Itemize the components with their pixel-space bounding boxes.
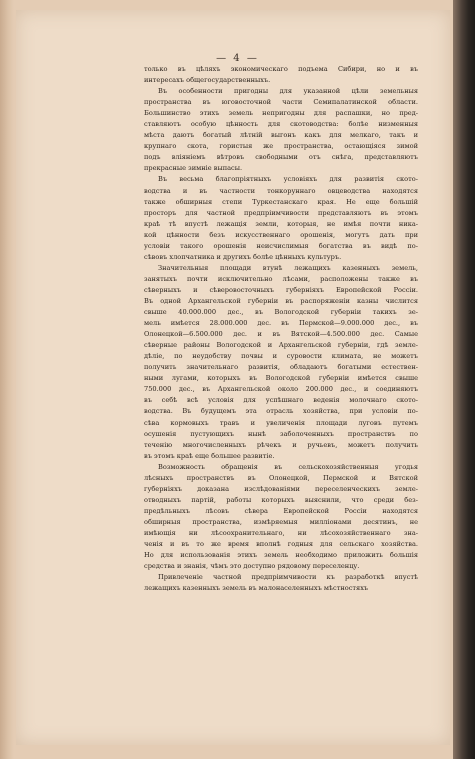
text-line: ными лугами, которыхъ въ Вологодской губерніи имѣется свыше [144, 374, 418, 383]
text-line: сѣва кормовыхъ травъ и увеличенія площади луговъ путемъ [144, 418, 418, 427]
text-line: водства и въ частности тонкоруннаго овцеводства находятся [144, 186, 418, 195]
text-line: въ себѣ всѣ условія для успѣшнаго веденія молочнаго ското- [144, 396, 418, 405]
text-line: занятыхъ почти исключительно лѣсами, расположены также въ [144, 274, 418, 283]
paragraph [144, 462, 418, 572]
text-line: осушенія пустующихъ нынѣ заболоченныхъ пространствъ по [144, 429, 418, 438]
text-line: ченія и въ то же время вполнѣ годныя для сельскаго хозяйства. [144, 540, 418, 549]
text-line: теченію многочисленныхъ рѣчекъ и ручьевъ, можетъ получить [144, 440, 418, 449]
text-line: сѣверныхъ и сѣверовосточныхъ губерніяхъ Европейской Россіи. [144, 285, 418, 294]
text-line: 750.000 дес., въ Архангельской около 200.000 дес., и соединяютъ [144, 385, 418, 394]
text-line: свыше 40.000.000 дес., въ Вологодской губерніи такихъ зе- [144, 308, 418, 317]
text-line: Въ одной Архангельской губерніи въ распоряженіи казны числится [144, 296, 418, 305]
book-spine-edge [0, 0, 14, 759]
text-line: предѣльныхъ лѣсовъ сѣвера Европейской Россіи находятся [144, 506, 418, 515]
paragraph [144, 64, 418, 86]
paragraph [144, 572, 418, 594]
text-line: условіи такого орошенія неисчислимыя богатства въ видѣ по- [144, 241, 418, 250]
text-line: Большинство этихъ земель непригодны для распашки, но пред- [144, 109, 418, 118]
text-line: лежащихъ казенныхъ земель въ малонаселенныхъ мѣстностяхъ [144, 584, 369, 593]
text-line: имѣющія ни лѣсоохранительнаго, ни лѣсохозяйственнаго зна- [144, 528, 418, 537]
body-text [144, 64, 418, 594]
text-line: дѣліе, по неудобству почвы и суровости климата, не можетъ [144, 352, 418, 361]
text-line: кой цѣнности безъ искусственнаго орошенія, могутъ дать при [144, 230, 418, 239]
text-line: просторъ для частной предпріимчивости представляютъ въ этомъ [144, 208, 418, 217]
text-line: лѣсныхъ пространствъ въ Олонецкой, Пермской и Вятской [144, 473, 418, 482]
text-line: подъ вліяніемъ вѣтровъ свободными отъ снѣга, представляютъ [144, 153, 418, 162]
text-line: губерніяхъ доказана изслѣдованіями переселенческихъ земле- [144, 484, 418, 493]
paragraph [144, 86, 418, 174]
paragraph [144, 263, 418, 462]
text-line: прекрасные зимніе выпасы. [144, 164, 243, 173]
text-line: Олонецкой—6.500.000 дес. и въ Вятской—4.500.000 дес. Самые [144, 330, 418, 339]
text-line: крупнаго скота, гористыя же пространства, остающіяся зимой [144, 142, 418, 151]
text-line: отводныхъ партій, работы которыхъ выяснили, что среди без- [144, 495, 418, 504]
text-line: Возможность обращенія въ сельскохозяйственныя угодья [158, 462, 418, 471]
text-line: мѣста даютъ богатый лѣтній выгонъ какъ для мелкаго, такъ и [144, 131, 418, 140]
text-line: обширныя пространства, измѣряемыя милліонами десятинъ, не [144, 517, 418, 526]
text-line: сѣвовъ хлопчатника и другихъ болѣе цѣнныхъ культуръ. [144, 252, 342, 261]
text-line: интересахъ общегосударственныхъ. [144, 76, 271, 85]
book-cover-edge [453, 0, 475, 759]
text-line: водства. Въ будущемъ эта отрасль хозяйства, при условіи по- [144, 407, 418, 416]
text-line: краѣ тѣ впустѣ лежащія земли, которыя, не имѣя почти ника- [144, 219, 418, 228]
text-line: только въ цѣляхъ экономическаго подъема Сибири, но и въ [144, 65, 418, 73]
page-number: — 4 — [216, 53, 259, 64]
text-line: сѣверные районы Вологодской и Архангельской губерніи, гдѣ земле- [144, 341, 418, 350]
paragraph [144, 174, 418, 262]
text-line: въ этомъ краѣ еще большее развитіе. [144, 451, 275, 460]
text-line: Въ особенности пригодны для указанной цѣли земельныя [158, 87, 418, 96]
text-line: Въ весьма благопріятныхъ условіяхъ для развитія ското- [158, 175, 418, 184]
text-line: средства и знанія, чѣмъ это доступно рядовому переселенцу. [144, 562, 360, 571]
text-line: Привлеченіе частной предпріимчивости къ разработкѣ впустѣ [158, 573, 418, 582]
text-line: ставляютъ особую цѣнность для скотоводства: болѣе низменныя [144, 120, 418, 129]
text-line: Значительныя площади втунѣ лежащихъ казенныхъ земель, [158, 263, 418, 272]
text-line: получить значительнаго развитія, обладаютъ богатыми естествен- [144, 363, 418, 372]
text-line: также обширныя степи Туркестанскаго края. Не еще большій [144, 197, 418, 206]
text-line: Но для использованія этихъ земель необходимо приложить большія [144, 551, 418, 560]
text-line: мель имѣется 28.000.000 дес. въ Пермской—9.000.000 дес., въ [144, 319, 418, 328]
text-line: пространства въ юговосточной части Семипалатинской области. [144, 98, 418, 107]
